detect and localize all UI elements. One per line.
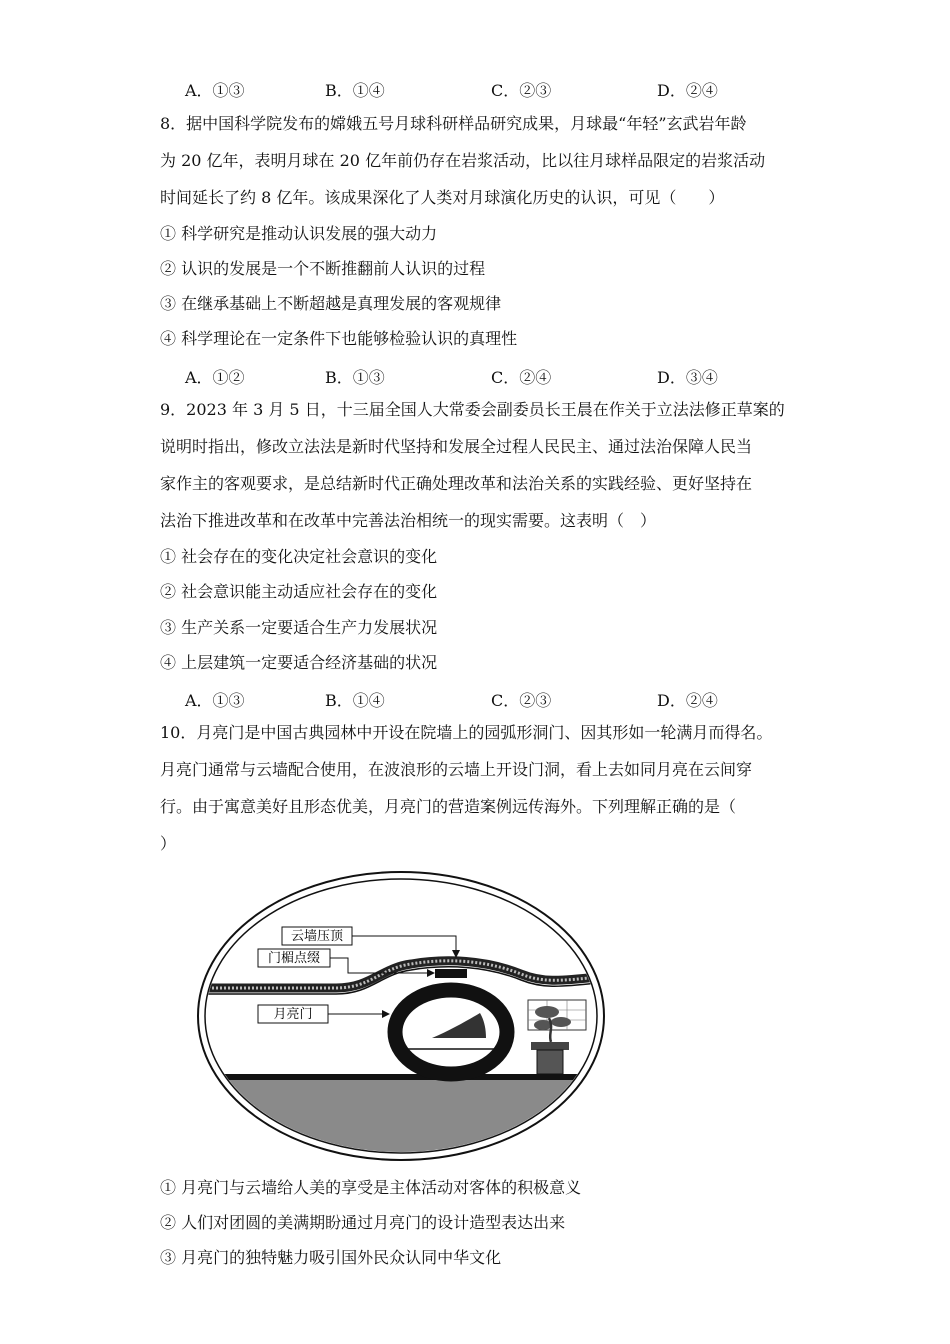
q7-option-c[interactable]: C．②③ — [491, 81, 552, 100]
q9-stem-line-2: 说明时指出，修改立法法是新时代坚持和发展全过程人民民主、通过法治保障人民当 — [160, 437, 753, 456]
q8-statement-2: ② 认识的发展是一个不断推翻前人认识的过程 — [160, 259, 486, 278]
bonsai-tree-icon — [534, 1006, 571, 1042]
q9-statement-1: ① 社会存在的变化决定社会意识的变化 — [160, 547, 438, 566]
q8-option-b[interactable]: B．①③ — [325, 368, 385, 387]
q8-option-d[interactable]: D．③④ — [657, 368, 718, 387]
q7-option-a[interactable]: A．①③ — [185, 81, 245, 100]
q8-option-c[interactable]: C．②④ — [491, 368, 552, 387]
q8-statement-1: ① 科学研究是推动认识发展的强大动力 — [160, 224, 438, 243]
q7-option-b[interactable]: B．①④ — [325, 81, 385, 100]
q9-statement-2: ② 社会意识能主动适应社会存在的变化 — [160, 582, 438, 601]
q8-stem-line-1: 8．据中国科学院发布的嫦娥五号月球科研样品研究成果，月球最“年轻”玄武岩年龄 — [160, 114, 747, 133]
bonsai-pot — [531, 1042, 569, 1050]
q9-option-d[interactable]: D．②④ — [657, 691, 718, 710]
label-moon-gate: 月亮门 — [273, 1007, 313, 1022]
arrow-cloud-wall-top — [352, 936, 456, 954]
q9-option-a[interactable]: A．①③ — [185, 691, 245, 710]
q8-stem-line-2: 为 20 亿年，表明月球在 20 亿年前仍存在岩浆活动，比以往月球样品限定的岩浆活动 — [160, 151, 766, 170]
q10-stem-line-4: ） — [160, 834, 177, 853]
q9-stem-line-1: 9．2023 年 3 月 5 日，十三届全国人大常委会副委员长王晨在作关于立法法修正草案的 — [160, 400, 785, 419]
q10-stem-line-1: 10．月亮门是中国古典园林中开设在院墙上的园弧形洞门、因其形如一轮满月而得名。 — [160, 723, 773, 742]
label-cloud-wall-top: 云墙压顶 — [290, 929, 344, 944]
q8-options — [185, 365, 805, 385]
q8-stem-line-3: 时间延长了约 8 亿年。该成果深化了人类对月球演化历史的认识，可见（ ） — [160, 188, 725, 207]
q7-options — [185, 78, 805, 98]
q9-option-b[interactable]: B．①④ — [325, 691, 385, 710]
q7-option-d[interactable]: D．②④ — [657, 81, 718, 100]
q9-statement-3: ③ 生产关系一定要适合生产力发展状况 — [160, 618, 438, 637]
q9-stem-line-4: 法治下推进改革和在改革中完善法治相统一的现实需要。这表明（ ） — [160, 511, 657, 530]
q9-option-c[interactable]: C．②③ — [491, 691, 552, 710]
bonsai-pedestal — [537, 1050, 563, 1074]
q9-stem-line-3: 家作主的客观要求，是总结新时代正确处理改革和法治关系的实践经验、更好坚持在 — [160, 474, 753, 493]
q9-options — [185, 688, 805, 708]
q9-statement-4: ④ 上层建筑一定要适合经济基础的状况 — [160, 653, 438, 672]
q8-statement-3: ③ 在继承基础上不断超越是真理发展的客观规律 — [160, 294, 502, 313]
ground-area — [196, 1080, 606, 1162]
label-door-lintel: 门楣点缀 — [267, 951, 321, 966]
q10-statement-3: ③ 月亮门的独特魅力吸引国外民众认同中华文化 — [160, 1248, 502, 1267]
q10-stem-line-3: 行。由于寓意美好且形态优美，月亮门的营造案例远传海外。下列理解正确的是（ — [160, 797, 737, 816]
q8-statement-4: ④ 科学理论在一定条件下也能够检验认识的真理性 — [160, 329, 518, 348]
mountain-silhouette — [432, 1013, 486, 1038]
ground-line — [196, 1074, 606, 1080]
door-lintel-ornament — [435, 969, 467, 978]
q10-statement-1: ① 月亮门与云墙给人美的享受是主体活动对客体的积极意义 — [160, 1178, 582, 1197]
q10-stem-line-2: 月亮门通常与云墙配合使用，在波浪形的云墙上开设门洞，看上去如同月亮在云间穿 — [160, 760, 753, 779]
q8-option-a[interactable]: A．①② — [185, 368, 245, 387]
q10-statement-2: ② 人们对团圆的美满期盼通过月亮门的设计造型表达出来 — [160, 1213, 566, 1232]
moon-gate-figure — [196, 870, 606, 1162]
